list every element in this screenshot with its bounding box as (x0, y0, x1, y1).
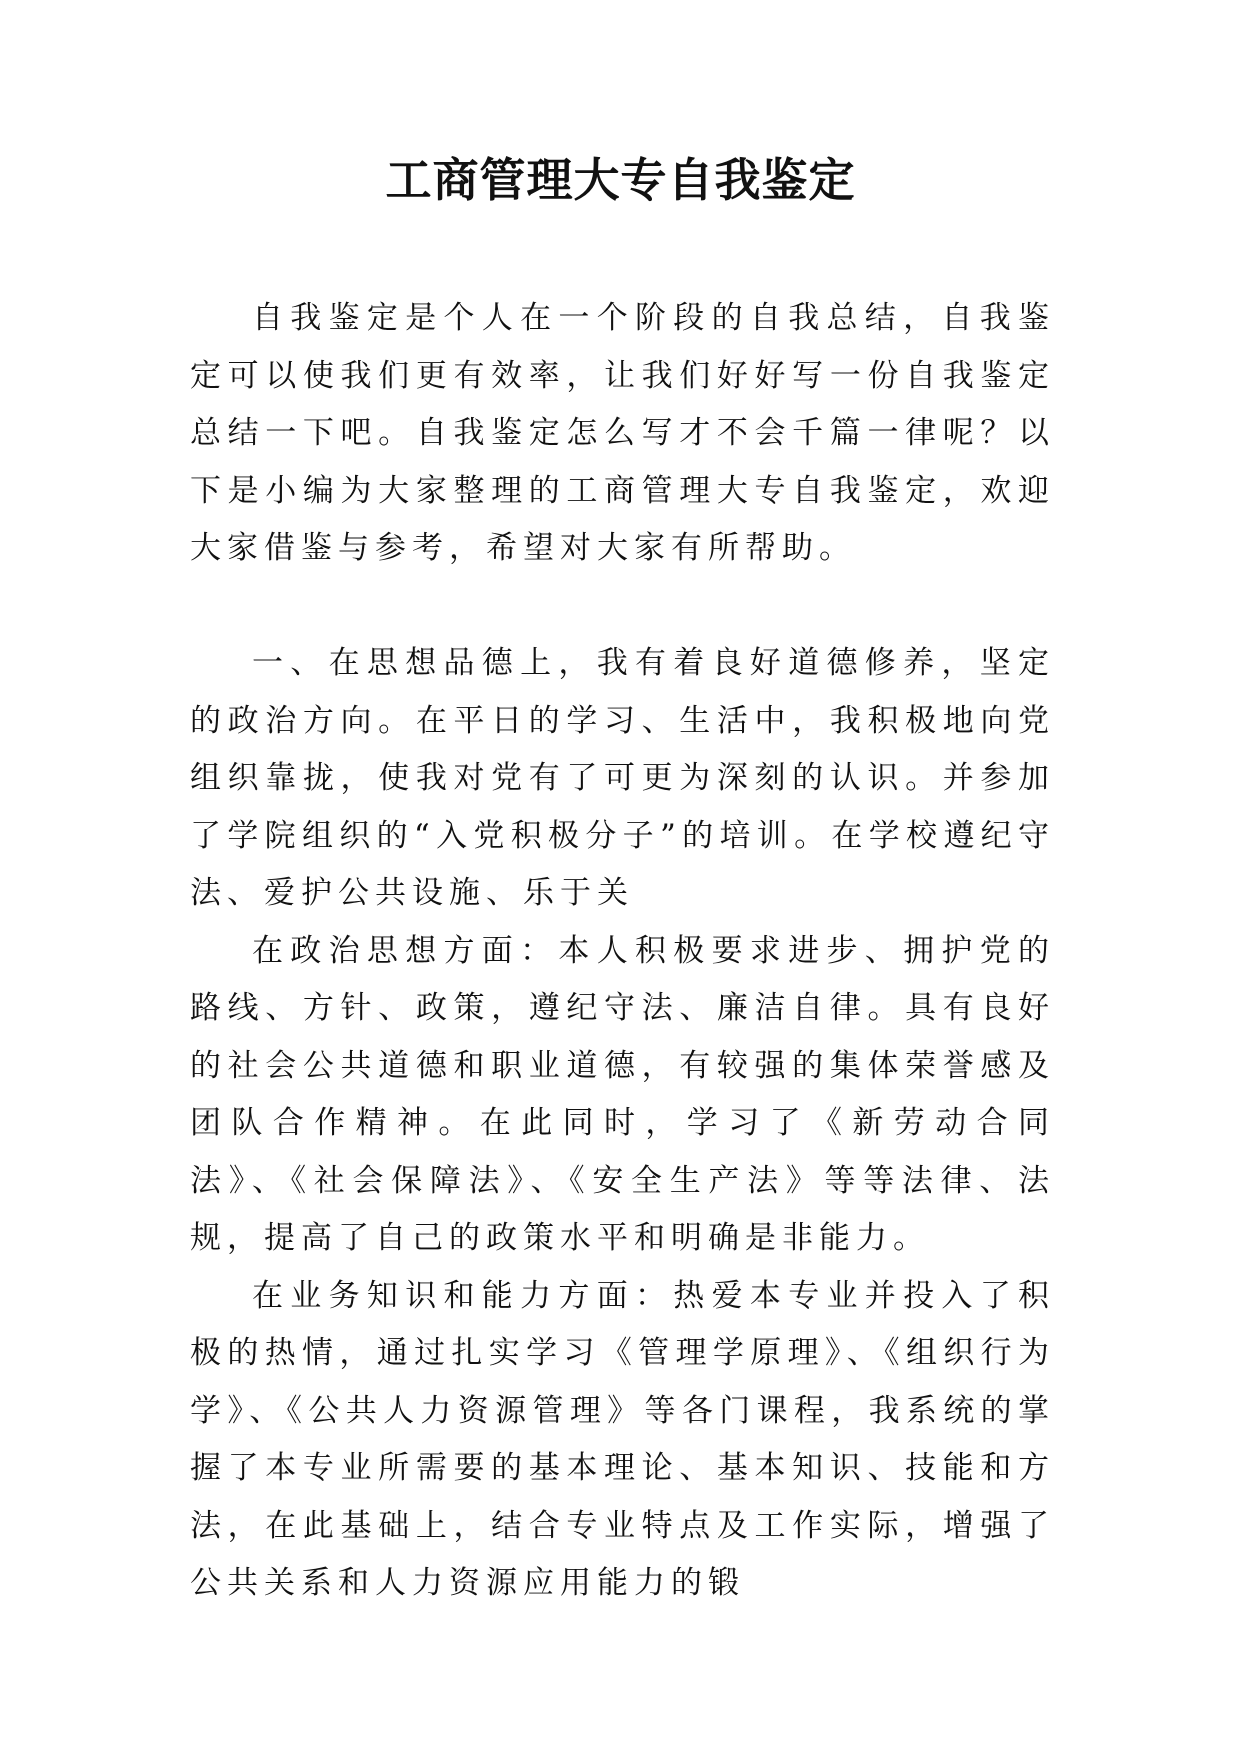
paragraph-professional: 在业务知识和能力方面：热爱本专业并投入了积极的热情，通过扎实学习《管理学原理》、《组织行为学》、《公共人力资源管理》等各门课程，我系统的掌握了本专业所需要的基本理论、基本知识、技能和方法，在此基础上，结合专业特点及工作实际，增强了公共关系和人力资源应用能力的锻 (190, 1277, 1055, 1601)
intro-block (190, 290, 1055, 578)
document-title: 工商管理大专自我鉴定 (385, 153, 856, 207)
intro-paragraph: 自我鉴定是个人在一个阶段的自我总结，自我鉴定可以使我们更有效率，让我们好好写一份自我鉴定总结一下吧。自我鉴定怎么写才不会千篇一律呢？以下是小编为大家整理的工商管理大专自我鉴定，欢迎大家借鉴与参考，希望对大家有所帮助。 (190, 300, 1055, 566)
paragraph-politics: 在政治思想方面：本人积极要求进步、拥护党的路线、方针、政策，遵纪守法、廉洁自律。具有良好的社会公共道德和职业道德，有较强的集体荣誉感及团队合作精神。在此同时，学习了《新劳动合同法》、《社会保障法》、《安全生产法》等等法律、法规，提高了自己的政策水平和明确是非能力。 (190, 932, 1055, 1256)
paragraph-ideology: 一、在思想品德上，我有着良好道德修养，坚定的政治方向。在平日的学习、生活中，我积极地向党组织靠拢，使我对党有了可更为深刻的认识。并参加了学院组织的“入党积极分子”的培训。在学校遵纪守法、爱护公共设施、乐于关 (190, 645, 1055, 911)
body-section (190, 635, 1055, 1613)
